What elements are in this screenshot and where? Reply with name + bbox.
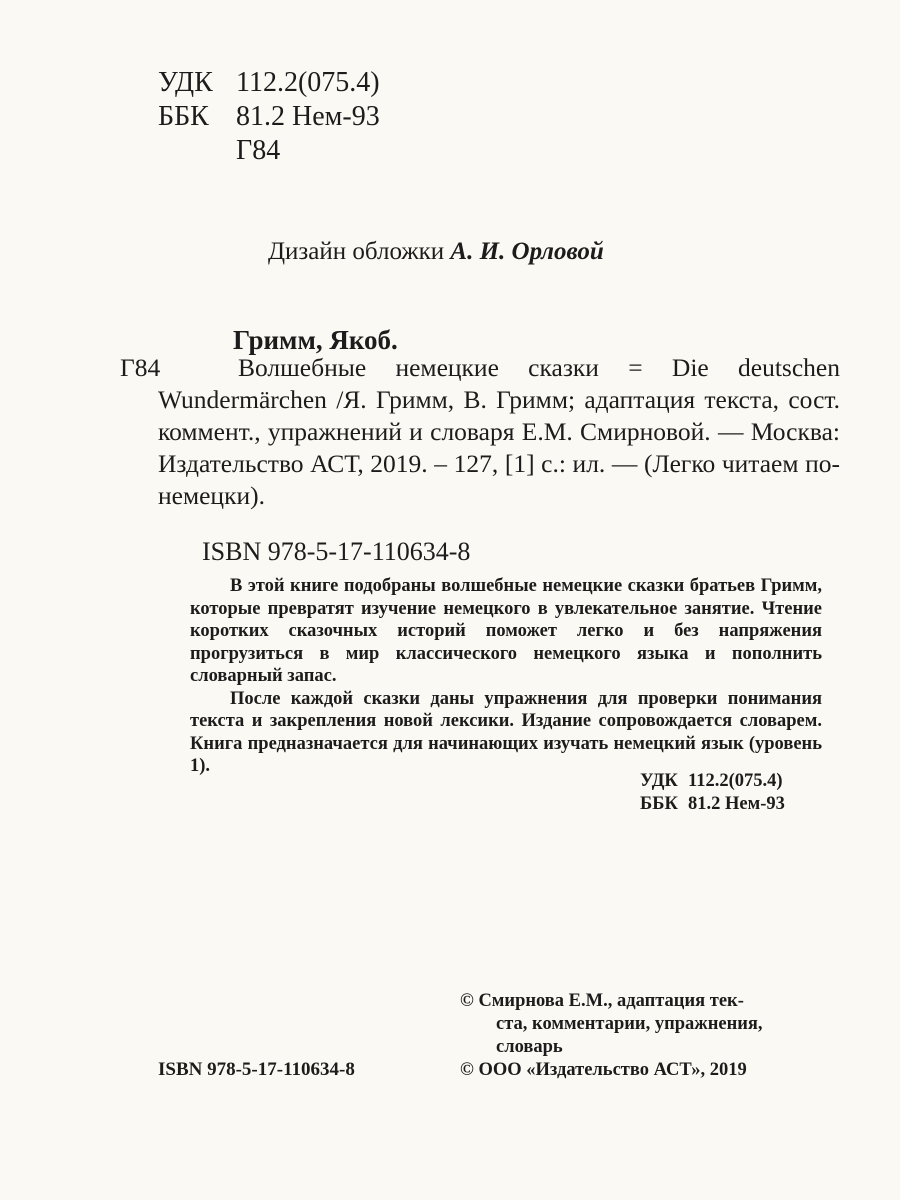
entry-author: Гримм, Якоб.	[233, 325, 398, 355]
cover-designer-name: А. И. Орловой	[450, 238, 604, 265]
classification-header	[158, 66, 380, 168]
udk-footer-row	[640, 770, 785, 793]
book-abstract	[190, 575, 822, 778]
bbk-row	[158, 100, 380, 134]
bbk-footer-row	[640, 793, 785, 816]
copyright-author-line-3: словарь	[496, 1037, 563, 1057]
udk-value: 112.2(075.4)	[236, 67, 380, 98]
author-mark: Г84	[236, 135, 281, 166]
bbk-value: 81.2 Нем-93	[236, 101, 380, 132]
udk-label: УДК	[158, 67, 213, 98]
entry-isbn: ISBN 978-5-17-110634-8	[202, 537, 471, 566]
cover-design-credit	[268, 238, 604, 266]
copyright-author-line-2: ста, комментарии, упражнения,	[496, 1014, 763, 1034]
entry-code: Г84	[120, 353, 161, 382]
bbk-footer-value: 81.2 Нем-93	[688, 794, 785, 814]
entry-description: Волшебные немецкие сказки = Die deutschen Wundermärchen /Я. Гримм, В. Гримм; адаптация текста, сост. коммент., упражнений и словаря Е.М. Смирновой. — Москва: Издательство АСТ, 2019. – 127, [1] с.: ил. — (Легко читаем по-немецки).	[158, 353, 840, 510]
classification-footer	[640, 770, 785, 816]
imprint-isbn: ISBN 978-5-17-110634-8	[158, 1059, 355, 1080]
udk-footer-label: УДК	[640, 771, 678, 791]
udk-footer-value: 112.2(075.4)	[688, 771, 783, 791]
copyright-author-line-1: © Смирнова Е.М., адаптация тек-	[460, 991, 744, 1011]
abstract-paragraph-2: После каждой сказки даны упражнения для проверки понимания текста и закрепления новой лексики. Издание сопровождается словарем. Книга предназначается для начинающих изучать немецкий язык (уровень 1).	[190, 688, 822, 776]
udk-row	[158, 66, 380, 100]
bbk-label: ББК	[158, 101, 209, 132]
bibliographic-entry	[120, 352, 840, 512]
copyright-block	[460, 990, 820, 1082]
copyright-publisher: © ООО «Издательство АСТ», 2019	[460, 1060, 747, 1080]
abstract-paragraph-1: В этой книге подобраны волшебные немецкие сказки братьев Гримм, которые превратят изучение немецкого в увлекательное занятие. Чтение коротких сказочных историй поможет легко и без напряжения прогрузиться в мир классического немецкого языка и пополнить словарный запас.	[190, 576, 822, 686]
cover-design-prefix: Дизайн обложки	[268, 238, 445, 265]
bbk-footer-label: ББК	[640, 794, 678, 814]
